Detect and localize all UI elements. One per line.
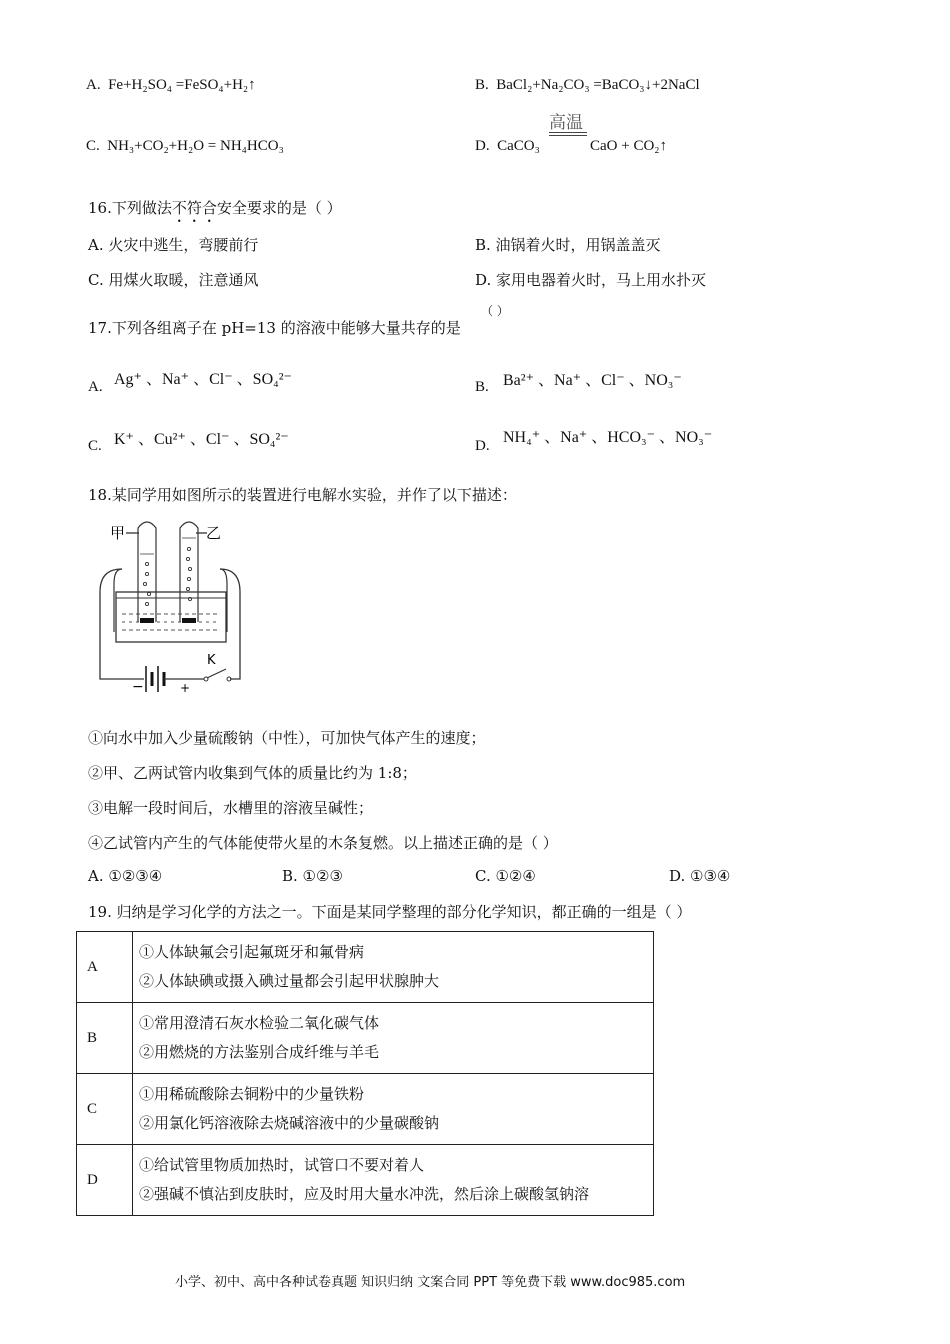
battery-negative-label: − xyxy=(132,679,144,695)
q15-option-d: D. CaCO₃ xyxy=(475,138,540,154)
row-content: ①给试管里物质加热时，试管口不要对着人 ②强碱不慎沾到皮肤时，应及时用大量水冲洗，然后涂上碳酸氢钠溶 xyxy=(133,1145,654,1216)
q16-option-c: C. 用煤火取暖，注意通风 xyxy=(88,271,259,289)
q15-equals-line-2 xyxy=(549,135,587,136)
q17-option-c-ions: K⁺ 、Cu²⁺ 、Cl⁻ 、SO₄²⁻ xyxy=(114,431,289,448)
row-key: A xyxy=(77,932,133,1003)
q15-option-d-products: CaO + CO₂↑ xyxy=(590,138,668,154)
q16-option-b: B. 油锅着火时，用锅盖盖灭 xyxy=(475,236,661,254)
q15-option-a: A. Fe+H₂SO₄ =FeSO₄+H₂↑ xyxy=(86,77,256,93)
q18-stem: 18.某同学用如图所示的装置进行电解水实验，并作了以下描述： xyxy=(88,486,517,504)
q17-option-b-ions: Ba²⁺ 、Na⁺ 、Cl⁻ 、NO₃⁻ xyxy=(503,372,682,389)
table-row xyxy=(77,932,654,1003)
label-yi: 乙 xyxy=(206,524,222,542)
label-jia: 甲 xyxy=(110,524,126,542)
q18-statement-3: ③电解一段时间后，水槽里的溶液呈碱性； xyxy=(88,799,374,817)
q15-condition-label: 高温 xyxy=(549,113,583,133)
q15-option-b: B. BaCl₂+Na₂CO₃ =BaCO₃↓+2NaCl xyxy=(475,77,700,93)
q18-option-a: A. ①②③④ xyxy=(88,867,163,885)
q17-option-d-ions: NH₄⁺ 、Na⁺ 、HCO₃⁻ 、NO₃⁻ xyxy=(503,429,713,446)
page-footer: 小学、初中、高中各种试卷真题 知识归纳 文案合同 PPT 等免费下载 www.doc985.com xyxy=(175,1275,686,1290)
q18-statement-4: ④乙试管内产生的气体能使带火星的木条复燃。以上描述正确的是（ ） xyxy=(88,834,558,852)
table-row xyxy=(77,1145,654,1216)
q16-option-d: D. 家用电器着火时，马上用水扑灭 xyxy=(475,271,707,289)
q17-answer-paren: （ ） xyxy=(481,304,509,318)
q16-option-a: A. 火灾中逃生，弯腰前行 xyxy=(88,236,259,254)
q18-option-b: B. ①②③ xyxy=(282,867,343,885)
battery-positive-label: + xyxy=(180,681,191,695)
q18-statement-2: ②甲、乙两试管内收集到气体的质量比约为 1:8； xyxy=(88,764,417,782)
q17-option-a-label: A. xyxy=(88,379,103,395)
q18-option-c: C. ①②④ xyxy=(475,867,536,885)
q17-option-c-label: C. xyxy=(88,438,102,454)
row-key: D xyxy=(77,1145,133,1216)
row-key: C xyxy=(77,1074,133,1145)
row-content: ①常用澄清石灰水检验二氧化碳气体 ②用燃烧的方法鉴别合成纤维与羊毛 xyxy=(133,1003,654,1074)
q17-option-a-ions: Ag⁺ 、Na⁺ 、Cl⁻ 、SO₄²⁻ xyxy=(114,371,292,388)
q15-option-c: C. NH₃+CO₂+H₂O = NH₄HCO₃ xyxy=(86,138,284,154)
row-content: ①用稀硫酸除去铜粉中的少量铁粉 ②用氯化钙溶液除去烧碱溶液中的少量碳酸钠 xyxy=(133,1074,654,1145)
q16-stem: 16.下列做法不符合安全要求的是（ ） xyxy=(88,199,342,217)
switch-k-label: K xyxy=(207,653,216,668)
table-row xyxy=(77,1003,654,1074)
q17-option-d-label: D. xyxy=(475,438,490,454)
row-content: ①人体缺氟会引起氟斑牙和氟骨病 ②人体缺碘或摄入碘过量都会引起甲状腺肿大 xyxy=(133,932,654,1003)
q18-statement-1: ①向水中加入少量硫酸钠（中性），可加快气体产生的速度； xyxy=(88,729,486,747)
row-key: B xyxy=(77,1003,133,1074)
emphasis-text: 不符合 xyxy=(171,199,217,217)
q18-option-d: D. ①③④ xyxy=(669,867,731,885)
electrolysis-apparatus-figure xyxy=(92,514,252,699)
q19-table xyxy=(76,931,654,1216)
q19-stem: 19. 归纳是学习化学的方法之一。下面是某同学整理的部分化学知识，都正确的一组是（ ） xyxy=(88,903,692,921)
q17-option-b-label: B. xyxy=(475,379,489,395)
q17-stem: 17.下列各组离子在 pH=13 的溶液中能够大量共存的是 xyxy=(88,319,461,337)
table-row xyxy=(77,1074,654,1145)
q15-equals-line-1 xyxy=(549,132,587,133)
